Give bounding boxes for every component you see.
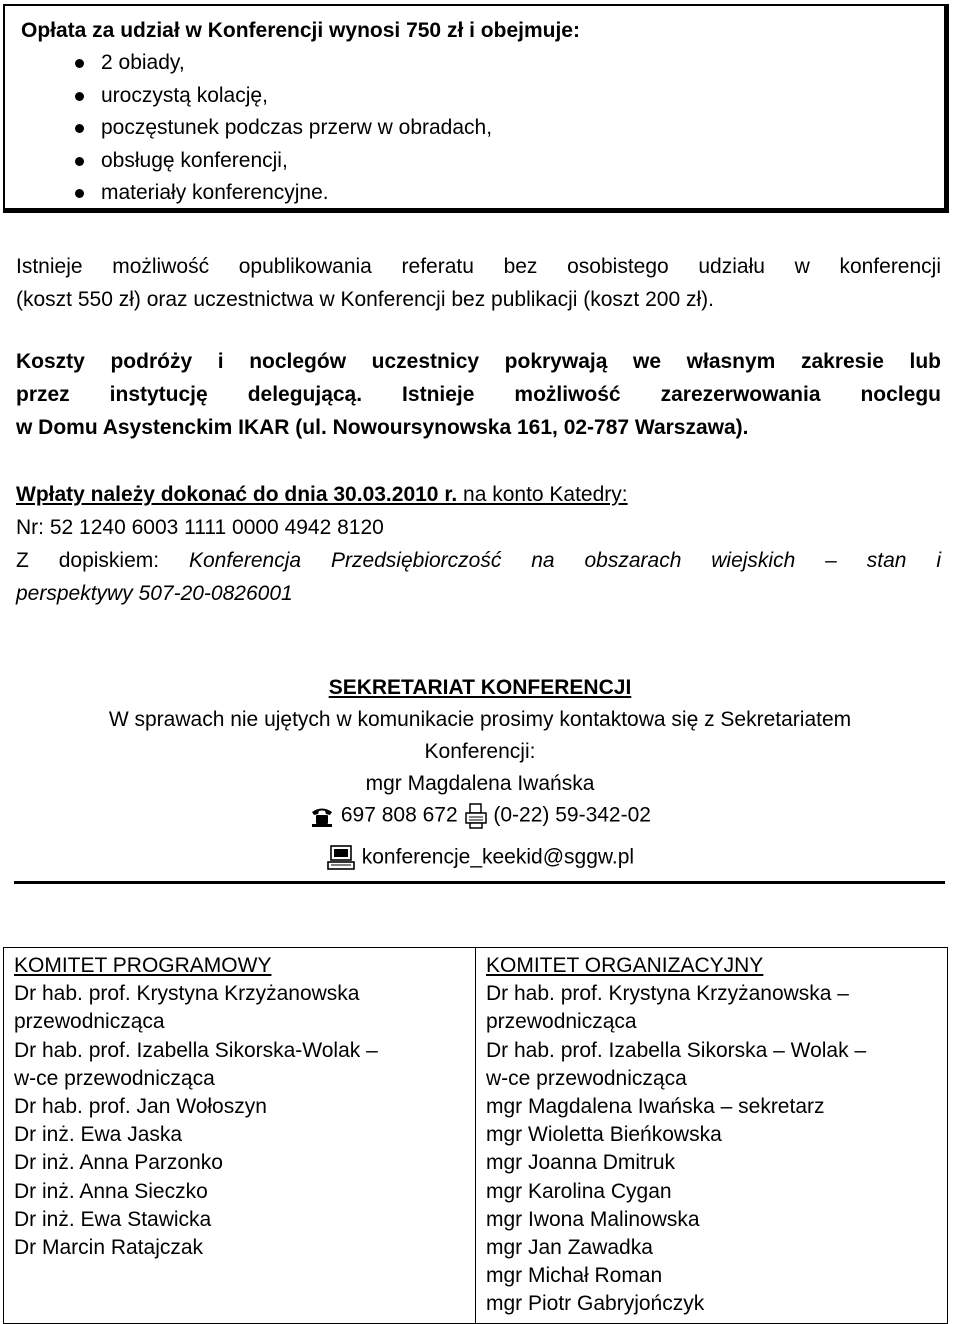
list-item: Dr inż. Ewa Stawicka (14, 1207, 212, 1231)
fax-number: (0-22) 59-342-02 (493, 803, 651, 827)
list-item: Dr hab. prof. Krystyna Krzyżanowska (14, 982, 360, 1006)
list-item: uroczystą kolację, (5, 83, 492, 116)
travel-paragraph (16, 345, 941, 444)
payment-note-title: Konferencja Przedsiębiorczość na obszarach wiejskich – stan i (188, 549, 941, 572)
list-item: Dr hab. prof. Izabella Sikorska – Wolak – (486, 1038, 867, 1062)
secretariat-heading: SEKRETARIAT KONFERENCJI (328, 676, 632, 699)
publication-paragraph (16, 250, 941, 316)
payment-section (16, 478, 941, 610)
list-item: mgr Karolina Cygan (486, 1179, 672, 1203)
organizing-committee-heading: KOMITET ORGANIZACYJNY (486, 954, 764, 977)
telephone-icon (309, 804, 335, 828)
list-item: Dr hab. prof. Krystyna Krzyżanowska – (486, 982, 849, 1006)
computer-icon (326, 845, 356, 871)
travel-line-2: przez instytucję delegującą. Istnieje możliwość zarezerwowania noclegu (16, 383, 941, 406)
payment-note-label: Z dopiskiem: (16, 549, 160, 572)
list-item: mgr Iwona Malinowska (486, 1207, 700, 1231)
phone-fax-line (0, 803, 960, 829)
email-line (0, 845, 960, 871)
bullet-icon (75, 92, 84, 101)
secretariat-line-1: W sprawach nie ujętych w komunikacie prosimy kontaktowa się z Sekretariatem (108, 708, 852, 731)
divider (14, 881, 945, 884)
fee-box (3, 4, 949, 213)
bullet-icon (75, 157, 84, 166)
list-item: Dr inż. Anna Sieczko (14, 1179, 208, 1203)
list-item: mgr Piotr Gabryjończyk (486, 1292, 705, 1316)
travel-line-3: w Domu Asystenckim IKAR (ul. Nowoursynowska 161, 02-787 Warszawa). (16, 416, 749, 439)
bullet-icon (75, 59, 84, 68)
list-item: przewodnicząca (14, 1010, 165, 1034)
phone-number: 697 808 672 (340, 803, 458, 827)
fax-icon (464, 803, 488, 829)
secretariat-line-2: Konferencji: (424, 740, 536, 763)
list-item: mgr Wioletta Bieńkowska (486, 1123, 722, 1147)
list-item: obsługę konferencji, (5, 148, 492, 181)
organizing-committee-cell (476, 948, 948, 1324)
account-number-line (16, 511, 941, 544)
committees-table (3, 947, 948, 1324)
list-item: materiały konferencyjne. (5, 180, 492, 213)
travel-line-1: Koszty podróży i noclegów uczestnicy pokrywają we własnym zakresie lub (16, 350, 941, 373)
list-item: w-ce przewodnicząca (486, 1066, 687, 1090)
list-item: 2 obiady, (5, 50, 492, 83)
program-committee-heading: KOMITET PROGRAMOWY (14, 954, 272, 977)
bullet-icon (75, 189, 84, 198)
secretariat-section (0, 672, 960, 800)
list-item: mgr Michał Roman (486, 1264, 663, 1288)
list-item: w-ce przewodnicząca (14, 1066, 215, 1090)
program-committee-cell (4, 948, 476, 1324)
list-item: mgr Jan Zawadka (486, 1236, 653, 1260)
email-address[interactable]: konferencje_keekid@sggw.pl (361, 845, 635, 869)
publication-line-1: Istnieje możliwość opublikowania referatu bez osobistego udziału w konferencji (16, 255, 941, 278)
list-item: Dr inż. Anna Parzonko (14, 1151, 223, 1175)
list-item: Dr Marcin Ratajczak (14, 1236, 204, 1260)
bullet-icon (75, 124, 84, 133)
account-number: 52 1240 6003 1111 0000 4942 8120 (49, 516, 384, 539)
list-item: Dr hab. prof. Izabella Sikorska-Wolak – (14, 1038, 378, 1062)
list-item: poczęstunek podczas przerw w obradach, (5, 115, 492, 148)
list-item: mgr Magdalena Iwańska – sekretarz (486, 1095, 825, 1119)
list-item: Dr hab. prof. Jan Wołoszyn (14, 1095, 267, 1119)
payment-note-line-2: perspektywy 507-20-0826001 (16, 582, 293, 605)
secretariat-name: mgr Magdalena Iwańska (365, 772, 595, 795)
payment-account-label: na konto Katedry: (463, 483, 628, 506)
fee-title: Opłata za udział w Konferencji wynosi 750 zł i obejmuje: (21, 19, 580, 42)
account-nr-label: Nr: (16, 516, 44, 539)
list-item: Dr inż. Ewa Jaska (14, 1123, 183, 1147)
fee-list (5, 50, 492, 213)
payment-deadline-line (16, 478, 941, 511)
list-item: przewodnicząca (486, 1010, 637, 1034)
publication-line-2: (koszt 550 zł) oraz uczestnictwa w Konferencji bez publikacji (koszt 200 zł). (16, 288, 714, 311)
payment-deadline: Wpłaty należy dokonać do dnia 30.03.2010 r. (16, 483, 458, 506)
payment-note-line-1 (16, 544, 941, 577)
list-item: mgr Joanna Dmitruk (486, 1151, 676, 1175)
